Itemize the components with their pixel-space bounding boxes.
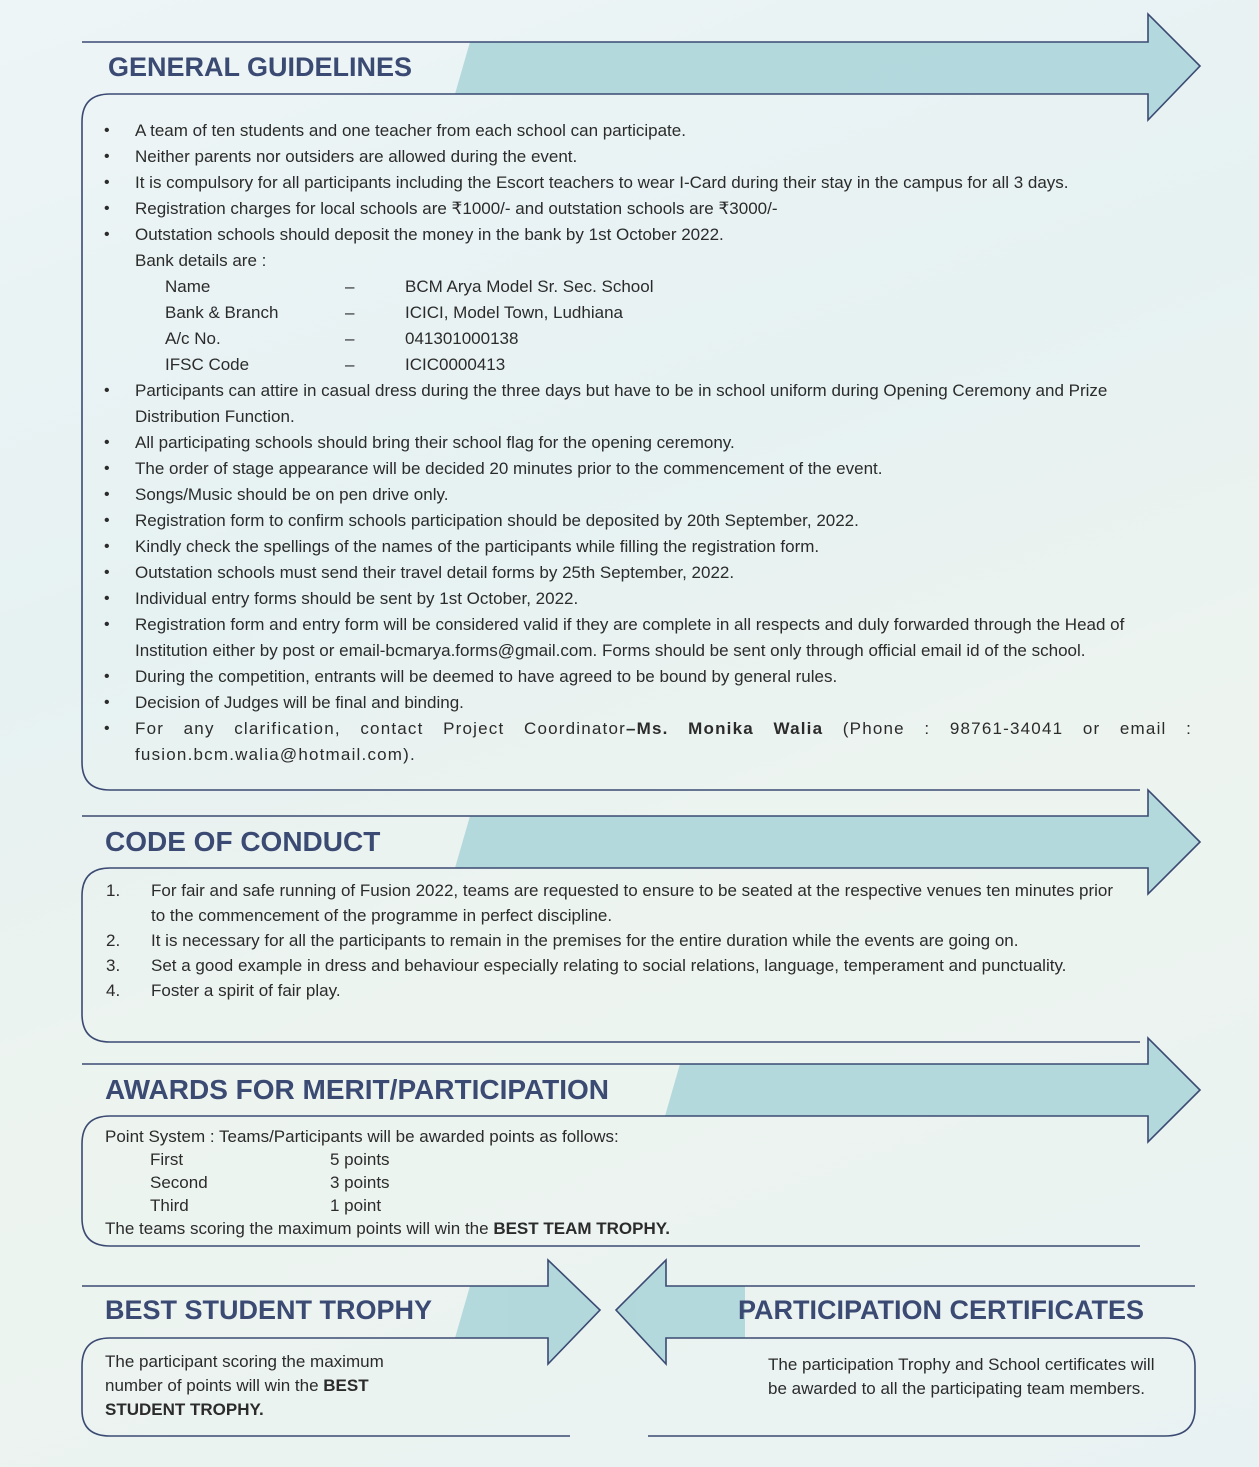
best-student-arrow-shape [455,1260,600,1364]
guideline-item: • Registration form and entry form will be considered valid if they are complete in all respects and duly forwarded through the Head of Institution either by post or email-bcmarya.forms@gmail.com. Forms should be sent only through official email id of the school. [82,612,1192,664]
guideline-item: • Songs/Music should be on pen drive only. [82,482,1192,508]
guideline-item: • A team of ten students and one teacher from each school can participate. [82,118,1192,144]
guideline-item: • All participating schools should bring their school flag for the opening ceremony. [82,430,1192,456]
conduct-text: Foster a spirit of fair play. [151,981,341,1000]
conduct-item [106,953,1131,978]
bank-detail-row [135,352,1192,378]
points-row [105,1171,1105,1194]
general-guidelines-body [82,118,1192,768]
best-student-title: BEST STUDENT TROPHY [105,1295,433,1325]
points-row [105,1148,1105,1171]
guideline-item: • Registration charges for local schools are ₹1000/- and outstation schools are ₹3000/- [82,196,1192,222]
conduct-number: 3. [106,956,121,975]
place-label: Second [150,1173,208,1192]
bank-label: A/c No. [165,329,221,348]
best-team-trophy: BEST TEAM TROPHY. [493,1219,670,1238]
bank-label: Name [165,277,211,296]
awards-body [105,1125,1105,1240]
conduct-number: 4. [106,981,121,1000]
points-row [105,1194,1105,1217]
guideline-item: • Participants can attire in casual dress during the three days but have to be in school uniform during Opening Ceremony and Prize Distribution Function. [82,378,1192,430]
general-arrow-shape [455,14,1200,120]
bank-value: 041301000138 [405,329,519,348]
points-value: 1 point [330,1196,382,1215]
place-label: First [150,1150,184,1169]
conduct-text: It is necessary for all the participants to remain in the premises for the entire duration while the events are going on. [151,931,1019,950]
points-table [105,1148,1105,1217]
guideline-item: • Individual entry forms should be sent by 1st October, 2022. [82,586,1192,612]
guideline-item: • Outstation schools must send their travel detail forms by 25th September, 2022. [82,560,1192,586]
bank-intro: Bank details are : [135,251,267,270]
guideline-item: • Outstation schools should deposit the money in the bank by 1st October 2022. [82,222,1192,248]
bank-detail-row [135,326,1192,352]
contact-post: (Phone : 98761-34041 or email : fusion.bcm.walia@hotmail.com). [135,719,1193,764]
conduct-item [106,928,1131,953]
bank-dash: – [345,277,355,296]
guidelines-list [82,118,1192,248]
general-guidelines-title: GENERAL GUIDELINES [108,52,413,82]
conduct-item [106,978,1131,1003]
bank-label: IFSC Code [165,355,250,374]
conduct-text: Set a good example in dress and behaviour especially relating to social relations, language, temperament and punctuality. [151,956,1067,975]
contact-list [82,716,1192,768]
code-of-conduct-title: CODE OF CONDUCT [105,826,381,857]
bank-dash: – [345,329,355,348]
code-of-conduct-body [106,878,1131,1003]
bank-label: Bank & Branch [165,303,279,322]
awards-title: AWARDS FOR MERIT/PARTICIPATION [105,1074,609,1105]
bank-value: ICIC0000413 [405,355,506,374]
guideline-item: • During the competition, entrants will be deemed to have agreed to be bound by general rules. [82,664,1192,690]
guideline-item: • It is compulsory for all participants including the Escort teachers to wear I-Card during their stay in the campus for all 3 days. [82,170,1192,196]
bank-detail-row [135,300,1192,326]
guideline-item: • Kindly check the spellings of the names of the participants while filling the registration form. [82,534,1192,560]
contact-name: –Ms. Monika Walia [626,719,824,738]
points-value: 3 points [330,1173,390,1192]
participation-title: PARTICIPATION CERTIFICATES [738,1295,1144,1325]
participation-body [768,1353,1178,1401]
best-student-text: The participant scoring the maximum number of points will win the [105,1352,384,1395]
conduct-item [106,878,1131,928]
conduct-number: 2. [106,931,121,950]
bank-value: ICICI, Model Town, Ludhiana [405,303,623,322]
participation-arrow-shape [616,1260,745,1364]
best-student-body [105,1350,435,1422]
guideline-item: • The order of stage appearance will be decided 20 minutes prior to the commencement of the event. [82,456,1192,482]
awards-closing-text: The teams scoring the maximum points will win the [105,1219,494,1238]
contact-pre: For any clarification, contact Project Coordinator [135,719,626,738]
contact-item [82,716,1192,768]
bank-detail-row [135,274,1192,300]
best-student-trophy: BEST STUDENT TROPHY. [105,1376,369,1419]
conduct-number: 1. [106,881,121,900]
conduct-list [106,878,1131,1003]
awards-closing [105,1217,1105,1240]
points-value: 5 points [330,1150,390,1169]
points-intro: Point System : Teams/Participants will be awarded points as follows: [105,1127,619,1146]
bank-details [135,248,1192,378]
place-label: Third [150,1196,189,1215]
bank-value: BCM Arya Model Sr. Sec. School [405,277,654,296]
guideline-item: • Registration form to confirm schools participation should be deposited by 20th September, 2022. [82,508,1192,534]
participation-text: The participation Trophy and School certificates will be awarded to all the participating team members. [768,1355,1155,1398]
bank-dash: – [345,355,355,374]
guideline-item: • Decision of Judges will be final and binding. [82,690,1192,716]
guidelines-list-continued [82,378,1192,716]
guideline-item: • Neither parents nor outsiders are allowed during the event. [82,144,1192,170]
conduct-text: For fair and safe running of Fusion 2022, teams are requested to ensure to be seated at the respective venues ten minutes prior to the commencement of the programme in perfect discipline. [151,881,1114,925]
bank-dash: – [345,303,355,322]
